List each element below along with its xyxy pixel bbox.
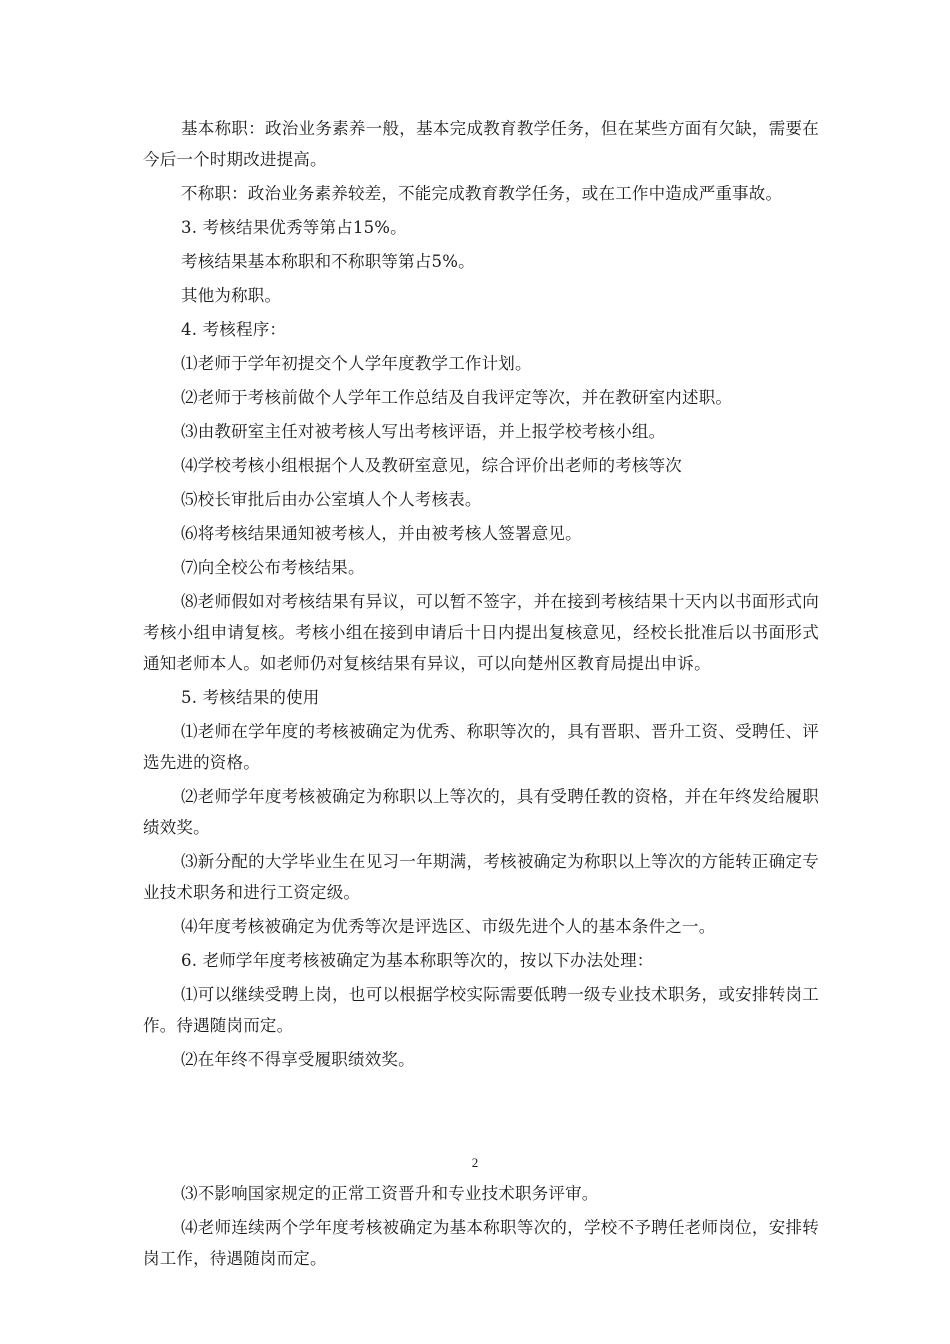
paragraph-others: 其他为称职。 — [181, 286, 282, 305]
usage-item-1: ⑴老师在学年度的考核被确定为优秀、称职等次的，具有晋职、晋升工资、受聘任、评选先进的资格。 — [143, 722, 819, 772]
heading-procedure: 4. 考核程序： — [181, 320, 287, 339]
paragraph-incompetent: 不称职：政治业务素养较差，不能完成教育教学任务，或在工作中造成严重事故。 — [181, 184, 783, 203]
procedure-step-1: ⑴老师于学年初提交个人学年度教学工作计划。 — [181, 354, 532, 373]
paragraph-ratio: 考核结果基本称职和不称职等第占5%。 — [181, 252, 475, 271]
usage-item-2: ⑵老师学年度考核被确定为称职以上等次的，具有受聘任教的资格，并在年终发给履职绩效奖。 — [143, 787, 819, 837]
handling-item-2: ⑵在年终不得享受履职绩效奖。 — [181, 1050, 415, 1069]
heading-basic-competent-handling: 6. 老师学年度考核被确定为基本称职等次的，按以下办法处理： — [181, 951, 654, 970]
handling-item-3: ⑶不影响国家规定的正常工资晋升和专业技术职务评审。 — [181, 1184, 599, 1203]
heading-result-usage: 5. 考核结果的使用 — [181, 688, 320, 707]
paragraph-item-3: 3. 考核结果优秀等第占15%。 — [181, 218, 407, 237]
page-number: 2 — [471, 1155, 479, 1170]
procedure-step-2: ⑵老师于考核前做个人学年工作总结及自我评定等次，并在教研室内述职。 — [181, 388, 733, 407]
page-body-top — [143, 113, 819, 1078]
handling-item-1: ⑴可以继续受聘上岗，也可以根据学校实际需要低聘一级专业技术职务，或安排转岗工作。待遇随岗而定。 — [143, 985, 819, 1035]
handling-item-4: ⑷老师连续两个学年度考核被确定为基本称职等次的，学校不予聘任老师岗位，安排转岗工作，待遇随岗而定。 — [143, 1218, 819, 1268]
paragraph-basic-competent: 基本称职：政治业务素养一般，基本完成教育教学任务，但在某些方面有欠缺，需要在今后一个时期改进提高。 — [143, 119, 819, 169]
usage-item-3: ⑶新分配的大学毕业生在见习一年期满，考核被确定为称职以上等次的方能转正确定专业技术职务和进行工资定级。 — [143, 852, 819, 902]
procedure-step-8: ⑻老师假如对考核结果有异议，可以暂不签字，并在接到考核结果十天内以书面形式向考核小组申请复核。考核小组在接到申请后十日内提出复核意见，经校长批准后以书面形式通知老师本人。如老师仍对复核结果有异议，可以向楚州区教育局提出申诉。 — [143, 592, 819, 673]
procedure-step-4: ⑷学校考核小组根据个人及教研室意见，综合评价出老师的考核等次 — [181, 456, 682, 475]
usage-item-4: ⑷年度考核被确定为优秀等次是评选区、市级先进个人的基本条件之一。 — [181, 917, 716, 936]
page-body-bottom — [143, 1178, 819, 1277]
procedure-step-5: ⑸校长审批后由办公室填人个人考核表。 — [181, 490, 482, 509]
procedure-step-3: ⑶由教研室主任对被考核人写出考核评语，并上报学校考核小组。 — [181, 422, 666, 441]
procedure-step-7: ⑺向全校公布考核结果。 — [181, 558, 365, 577]
procedure-step-6: ⑹将考核结果通知被考核人，并由被考核人签署意见。 — [181, 524, 582, 543]
